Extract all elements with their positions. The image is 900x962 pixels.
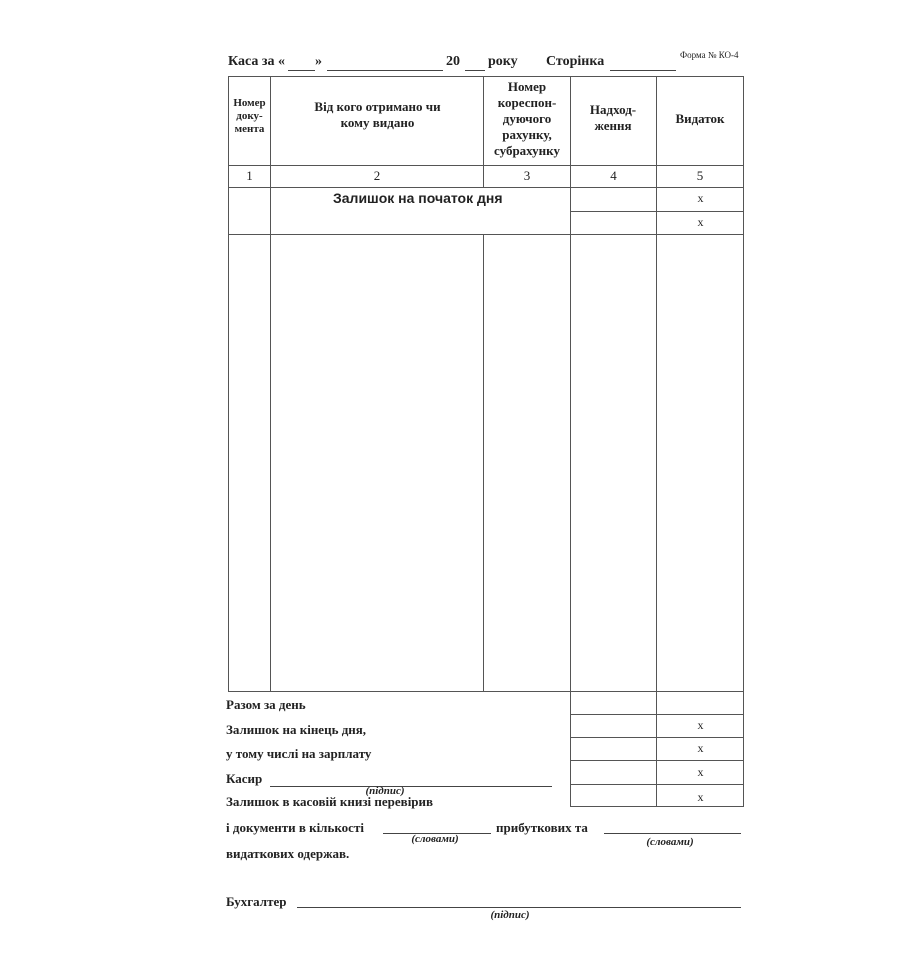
col-border-4: [656, 76, 657, 807]
footer-row-1: [570, 714, 744, 715]
col-header-income: Надход- ження: [589, 102, 637, 133]
year-suffix: року: [488, 54, 518, 69]
opening-balance-label: Залишок на початок дня: [333, 190, 503, 206]
accountant-signature-caption: (підпис): [490, 909, 530, 921]
cashier-label: Касир: [226, 771, 263, 786]
col-number-5: 5: [696, 168, 704, 183]
footer-row-4: [570, 784, 744, 785]
checked-label: Залишок в касовій книзі перевірив: [226, 794, 434, 809]
x-mark: x: [697, 718, 704, 732]
col-header-doc-number: Номер доку- мента: [233, 97, 266, 135]
footer-row-3: [570, 760, 744, 761]
page-line[interactable]: [610, 70, 676, 71]
col-header-from-whom: Від кого отримано чи кому видано: [314, 99, 441, 130]
x-mark: x: [697, 790, 704, 804]
opening-mid-border: [570, 211, 744, 212]
incoming-label: прибуткових та: [496, 820, 588, 835]
form-code: Форма № КО-4: [680, 50, 739, 60]
opening-bottom-border: [228, 234, 744, 235]
month-line[interactable]: [327, 70, 443, 71]
closing-balance-label: Залишок на кінець дня,: [226, 722, 367, 737]
numbers-bottom-border: [228, 187, 744, 188]
day-total-label: Разом за день: [226, 697, 306, 712]
x-mark: x: [697, 191, 704, 205]
col-number-4: 4: [610, 168, 617, 183]
page-label: Сторінка: [546, 54, 605, 69]
outgoing-label: видаткових одержав.: [226, 846, 350, 861]
col-number-2: 2: [373, 168, 381, 183]
docs-count-caption: (словами): [411, 833, 459, 845]
body-bottom-border: [228, 691, 744, 692]
col-border-5: [743, 76, 744, 807]
salary-label: у тому числі на зарплату: [226, 746, 372, 761]
kasa-close: »: [315, 54, 322, 69]
kasa-label: [228, 54, 285, 70]
table-top-border: [228, 76, 744, 77]
footer-row-5: [570, 806, 744, 807]
col-number-3: 3: [523, 168, 531, 183]
x-mark: x: [697, 215, 704, 229]
docs-prefix-label: і документи в кількості: [226, 820, 364, 835]
x-mark: x: [697, 765, 704, 779]
year-prefix: 20: [446, 54, 460, 69]
accountant-label: Бухгалтер: [226, 894, 287, 909]
col-number-1: 1: [246, 168, 253, 183]
accountant-signature-line[interactable]: [297, 907, 741, 908]
col-border-3: [570, 76, 571, 807]
col-header-account: Номер кореспон- дуючого рахунку, субрахунку: [494, 79, 560, 158]
footer-row-2: [570, 737, 744, 738]
day-line[interactable]: [288, 70, 315, 71]
header-bottom-border: [228, 165, 744, 166]
year-line[interactable]: [465, 70, 485, 71]
kasa-label-text: Каса за «: [228, 54, 285, 69]
outgoing-count-line[interactable]: [604, 833, 741, 834]
col-header-expense: Видаток: [675, 111, 725, 126]
outgoing-count-caption: (словами): [646, 836, 694, 848]
col-border-2-body: [483, 234, 484, 691]
x-mark: x: [697, 741, 704, 755]
cashier-signature-caption: (підпис): [365, 785, 405, 797]
